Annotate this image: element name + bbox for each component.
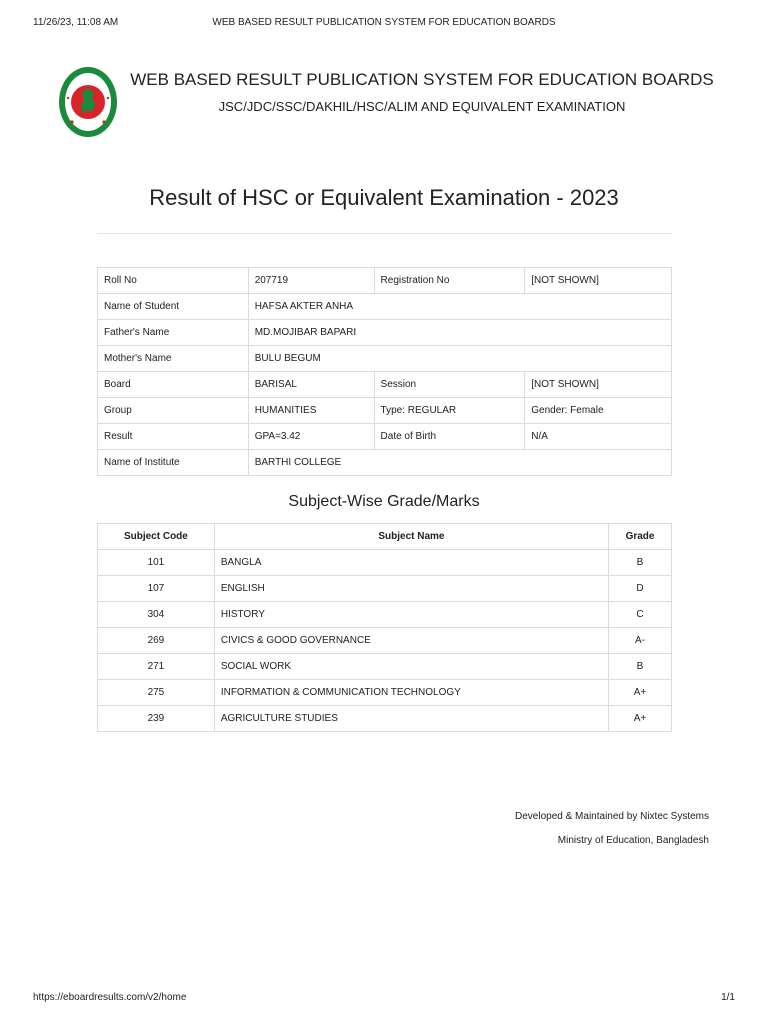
developer-credit: Developed & Maintained by Nixtec Systems [515,811,709,822]
subject-name: SOCIAL WORK [214,654,608,680]
table-row [98,450,672,476]
group-label: Group [98,398,249,424]
table-row [98,320,672,346]
subject-code: 269 [98,628,215,654]
registration-label: Registration No [374,268,525,294]
mother-name-label: Mother's Name [98,346,249,372]
student-name-value: HAFSA AKTER ANHA [248,294,671,320]
roll-label: Roll No [98,268,249,294]
student-name-label: Name of Student [98,294,249,320]
table-row [98,576,672,602]
column-header-subject-code: Subject Code [98,524,215,550]
table-row [98,424,672,450]
table-row [98,294,672,320]
subject-code: 107 [98,576,215,602]
subject-grade: C [609,602,672,628]
group-value: HUMANITIES [248,398,374,424]
table-row [98,346,672,372]
session-label: Session [374,372,525,398]
table-header-row [98,524,672,550]
subject-code: 271 [98,654,215,680]
subject-grade: B [609,550,672,576]
page-count: 1/1 [721,992,735,1003]
institute-label: Name of Institute [98,450,249,476]
site-title: WEB BASED RESULT PUBLICATION SYSTEM FOR EDUCATION BOARDS [130,70,714,89]
table-row [98,602,672,628]
table-row [98,628,672,654]
government-emblem-icon [58,66,118,138]
grades-table [97,523,672,732]
subject-grade: A- [609,628,672,654]
print-footer [0,992,768,1006]
page-url: https://eboardresults.com/v2/home [33,992,187,1003]
subject-grade: A+ [609,680,672,706]
print-header [0,17,768,31]
mother-name-value: BULU BEGUM [248,346,671,372]
result-title: Result of HSC or Equivalent Examination - 2023 [149,185,619,210]
result-label: Result [98,424,249,450]
institute-value: BARTHI COLLEGE [248,450,671,476]
board-label: Board [98,372,249,398]
subject-code: 304 [98,602,215,628]
subject-name: CIVICS & GOOD GOVERNANCE [214,628,608,654]
result-value: GPA=3.42 [248,424,374,450]
table-row [98,550,672,576]
subject-name: HISTORY [214,602,608,628]
ministry-credit: Ministry of Education, Bangladesh [557,835,709,846]
type-value: Type: REGULAR [374,398,525,424]
subject-name: AGRICULTURE STUDIES [214,706,608,732]
column-header-grade: Grade [609,524,672,550]
subject-code: 101 [98,550,215,576]
divider [97,233,672,234]
table-row [98,398,672,424]
registration-value: [NOT SHOWN] [525,268,672,294]
print-datetime: 11/26/23, 11:08 AM [33,17,119,28]
father-name-value: MD.MOJIBAR BAPARI [248,320,671,346]
subject-code: 275 [98,680,215,706]
table-row [98,268,672,294]
print-page-title: WEB BASED RESULT PUBLICATION SYSTEM FOR EDUCATION BOARDS [212,17,556,28]
subject-grade: A+ [609,706,672,732]
subject-grade: B [609,654,672,680]
table-row [98,654,672,680]
column-header-subject-name: Subject Name [214,524,608,550]
grades-heading: Subject-Wise Grade/Marks [288,493,480,510]
gender-value: Gender: Female [525,398,672,424]
site-subtitle: JSC/JDC/SSC/DAKHIL/HSC/ALIM AND EQUIVALENT EXAMINATION [218,99,626,114]
board-value: BARISAL [248,372,374,398]
subject-name: INFORMATION & COMMUNICATION TECHNOLOGY [214,680,608,706]
father-name-label: Father's Name [98,320,249,346]
subject-grade: D [609,576,672,602]
subject-name: ENGLISH [214,576,608,602]
table-row [98,372,672,398]
student-info-table [97,267,672,476]
dob-label: Date of Birth [374,424,525,450]
subject-code: 239 [98,706,215,732]
session-value: [NOT SHOWN] [525,372,672,398]
subject-name: BANGLA [214,550,608,576]
table-row [98,680,672,706]
roll-value: 207719 [248,268,374,294]
dob-value: N/A [525,424,672,450]
table-row [98,706,672,732]
